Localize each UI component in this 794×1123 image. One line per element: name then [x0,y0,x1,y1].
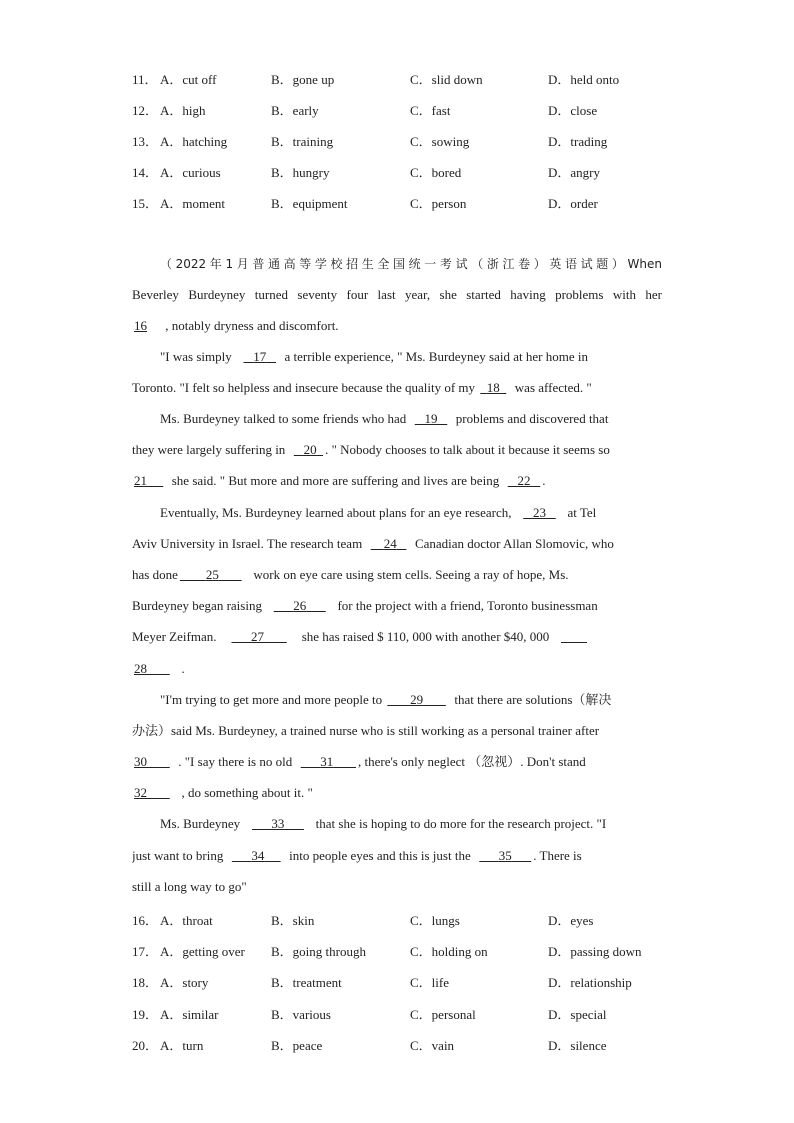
blank-33: 33 [271,816,285,831]
option-d: D．close [548,103,598,118]
question-number: 20． [132,1038,159,1053]
passage-line: 16 , notably dryness and discomfort. [134,318,339,333]
option-b: B．skin [271,913,315,928]
blank-17: 17 [253,349,267,364]
option-d: D．relationship [548,975,632,990]
option-b: B．hungry [271,165,330,180]
option-b: B．training [271,134,334,149]
option-a: A．high [160,103,206,118]
question-row [132,100,672,120]
option-d: D．special [548,1007,607,1022]
option-c: C．vain [410,1038,455,1053]
blank-31: 31 [320,754,334,769]
passage-line: Aviv University in Israel. The research team 24 Canadian doctor Allan Slomovic, who [132,536,614,551]
blank-20: 20 [303,442,317,457]
blank-34: 34 [251,848,265,863]
question-number: 11． [132,72,158,87]
option-c: C．slid down [410,72,483,87]
option-c: C．life [410,975,449,990]
passage-line: 28 . [134,661,185,676]
passage-line: Ms. Burdeyney 33 that she is hoping to do more for the research project. "I [160,816,607,831]
blank-18: 18 [486,380,500,395]
question-row [132,972,672,992]
question-number: 13． [132,134,159,149]
option-b: B．various [271,1007,331,1022]
question-row [132,910,672,930]
blank-23: 23 [532,505,546,520]
option-a: A．moment [160,196,225,211]
passage-line: （2022年1月普通高等学校招生全国统一考试（浙江卷）英语试题）When [160,257,662,271]
option-c: C．person [410,196,467,211]
option-a: A．turn [160,1038,204,1053]
option-b: B．equipment [271,196,348,211]
blank-28-lead [559,629,589,644]
option-c: C．holding on [410,944,488,959]
option-a: A．curious [160,165,221,180]
passage-line: 30 . "I say there is no old 31 , there's only neglect （忽视）. Don't stand [134,754,586,769]
passage-line: "I'm trying to get more and more people to 29 that there are solutions（解决 [160,692,612,707]
blank-26: 26 [293,598,307,613]
blank-22: 22 [517,473,531,488]
passage-line: has done 25 work on eye care using stem cells. Seeing a ray of hope, Ms. [132,567,569,582]
option-a: A．cut off [160,72,217,87]
blank-30: 30 [134,754,147,769]
question-row [132,941,672,961]
blank-29: 29 [410,692,424,707]
passage-line: Ms. Burdeyney talked to some friends who had 19 problems and discovered that [160,411,609,426]
question-number: 16． [132,913,159,928]
passage-line: Beverley Burdeyney turned seventy four last year, she started having problems with her [132,287,662,302]
blank-24: 24 [383,536,397,551]
question-number: 12． [132,103,159,118]
question-number: 14． [132,165,159,180]
passage-line: Burdeyney began raising 26 for the project with a friend, Toronto businessman [132,598,598,613]
passage-line: "I was simply 17 a terrible experience, " Ms. Burdeyney said at her home in [160,349,588,364]
option-d: D．eyes [548,913,594,928]
passage-line: 32 , do something about it. " [134,785,313,800]
passage-line: still a long way to go" [132,879,247,894]
option-a: A．throat [160,913,213,928]
passage-line: 办法）said Ms. Burdeyney, a trained nurse who is still working as a personal trainer after [132,723,600,738]
passage-line: Eventually, Ms. Burdeyney learned about plans for an eye research, 23 at Tel [160,505,597,520]
passage-line: 21 she said. " But more and more are suffering and lives are being 22 . [134,473,546,488]
question-number: 15． [132,196,159,211]
blank-35: 35 [498,848,512,863]
option-b: B．peace [271,1038,323,1053]
question-row [132,193,672,213]
option-b: B．treatment [271,975,342,990]
option-c: C．lungs [410,913,460,928]
question-number: 18． [132,975,159,990]
option-a: A．story [160,975,209,990]
option-c: C．fast [410,103,451,118]
option-d: D．order [548,196,598,211]
passage-line: they were largely suffering in 20 . " Nobody chooses to talk about it because it seems so [132,442,610,457]
option-c: C．bored [410,165,462,180]
question-number: 19． [132,1007,159,1022]
option-d: D．passing down [548,944,642,959]
passage-line: just want to bring 34 into people eyes and this is just the 35 . There is [132,848,582,863]
blank-16: 16 [134,318,147,333]
question-row [132,1035,672,1055]
blank-19: 19 [424,411,438,426]
option-d: D．silence [548,1038,607,1053]
option-d: D．held onto [548,72,620,87]
question-row [132,69,672,89]
blank-32: 32 [134,785,147,800]
option-a: A．similar [160,1007,219,1022]
blank-21: 21 [134,473,147,488]
question-row [132,1004,672,1024]
option-b: B．early [271,103,319,118]
option-c: C．personal [410,1007,476,1022]
blank-28: 28 [134,661,147,676]
option-b: B．gone up [271,72,335,87]
option-a: A．getting over [160,944,245,959]
question-row [132,162,672,182]
question-row [132,131,672,151]
blank-27: 27 [250,629,264,644]
passage-line: Meyer Zeifman. 27 she has raised $ 110, 000 with another $40, 000 [132,627,662,647]
option-c: C．sowing [410,134,470,149]
option-d: D．angry [548,165,600,180]
blank-25: 25 [205,567,219,582]
option-d: D．trading [548,134,608,149]
option-a: A．hatching [160,134,228,149]
option-b: B．going through [271,944,366,959]
question-number: 17． [132,944,159,959]
passage-line: Toronto. "I felt so helpless and insecure because the quality of my 18 was affected. " [132,380,592,395]
